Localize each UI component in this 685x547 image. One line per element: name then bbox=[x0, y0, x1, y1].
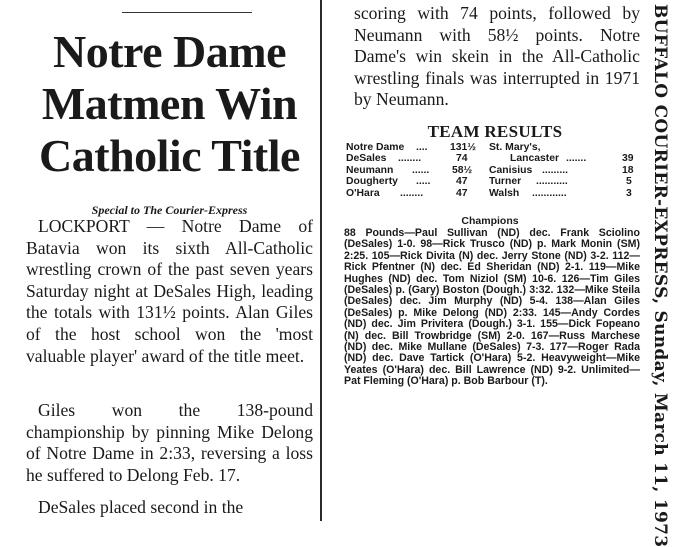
column-divider bbox=[320, 0, 322, 521]
headline-line-3: Catholic Title bbox=[39, 130, 300, 181]
source-citation: BUFFALO COURIER-EXPRESS, Sunday, March 11, 1973 bbox=[650, 4, 670, 547]
leader-dots: ........ bbox=[400, 187, 424, 199]
team-name: Walsh bbox=[489, 187, 520, 199]
team-name: Canisius bbox=[489, 164, 533, 176]
team-score: 3 bbox=[626, 187, 632, 199]
paragraph-3: DeSales placed second in the bbox=[38, 497, 244, 517]
paragraph-1: LOCKPORT — Notre Dame of Batavia won its sixth All-Catholic wrestling crown of the past seven years Saturday night at DeSales High, leading the totals with 131½ points. Alan Giles of the host school won the 'most valuable player' award of the title meet. bbox=[26, 216, 313, 366]
team-score: 47 bbox=[456, 176, 468, 188]
leader-dots: .... bbox=[416, 142, 428, 153]
team-name: Notre Dame bbox=[346, 142, 405, 153]
article-column-right bbox=[340, 0, 640, 521]
leader-dots: ............ bbox=[532, 187, 567, 199]
headline-line-1: Notre Dame bbox=[53, 26, 286, 77]
paragraph-2: Giles won the 138-pound championship by pinning Mike Delong of Notre Dame in 2:33, reversing a loss he suffered to Delong Feb. 17. bbox=[26, 400, 313, 485]
team-score: 131½ bbox=[450, 142, 477, 153]
team-score: 5 bbox=[626, 176, 632, 188]
team-name: St. Mary's, bbox=[489, 142, 541, 153]
team-results-row bbox=[346, 176, 636, 187]
team-name: Lancaster bbox=[510, 153, 560, 165]
leader-dots: ........ bbox=[398, 153, 422, 165]
champions-list: 88 Pounds—Paul Sullivan (ND) dec. Frank Sciolino (DeSales) 1-0. 98—Rick Trusco (ND) p. Mark Monin (SM) 2:25. 105—Rick Divita (N) dec. Jerry Stone (ND) 3-2. 112—Rick Pfentner (N) dec. Ed Sheridan (ND) 2-1. 119—Mike Hughes (ND) dec. Tom Niziol (SM) 10-6. 126—Tim Giles (DeSales) p. (Gary) Boston (Dough.) 3:32. 132—Mike Steila (DeSales) dec. Jim Murphy (ND) 5-4. 138—Alan Giles (DeSales) p. Mike Delong (ND) 2:33. 145—Andy Cordes (ND) dec. Jim Privitera (Dough.) 3-1. 155—Dick Fopeano (N) dec. Bill Trowbridge (SM) 2-0. 167—Russ Marchese (ND) dec. Mike Mullane (DeSales) 7-3. 177—Roger Rada (ND) dec. Dave Tartick (O'Hara) 5-2. Heavyweight—Mike Yeates (O'Hara) dec. Bill Lawrence (ND) 9-2. Unlimited—Pat Fleming (O'Hara) p. Bob Barbour (T). bbox=[344, 227, 640, 388]
article-column-left bbox=[26, 0, 313, 521]
champions-title: Champions bbox=[461, 215, 519, 227]
team-name: Dougherty bbox=[346, 176, 398, 188]
leader-dots: ......... bbox=[542, 164, 568, 176]
top-rule bbox=[122, 12, 252, 13]
team-results-row bbox=[346, 153, 636, 164]
headline-line-2: Matmen Win bbox=[41, 78, 298, 129]
team-name: O'Hara bbox=[346, 187, 380, 199]
leader-dots: ..... bbox=[416, 176, 431, 188]
team-results-table bbox=[346, 142, 636, 199]
team-name: Neumann bbox=[346, 164, 394, 176]
team-results-row bbox=[346, 142, 636, 153]
leader-dots: ........... bbox=[536, 176, 568, 188]
team-name: DeSales bbox=[346, 153, 387, 165]
leader-dots: ...... bbox=[412, 164, 430, 176]
headline bbox=[26, 26, 313, 182]
leader-dots: ....... bbox=[566, 153, 587, 165]
team-results-row bbox=[346, 165, 636, 176]
team-name: Turner bbox=[489, 176, 522, 188]
team-score: 18 bbox=[622, 164, 634, 176]
team-score: 47 bbox=[456, 187, 468, 199]
source-sidebar bbox=[646, 0, 685, 547]
team-score: 39 bbox=[622, 153, 634, 165]
byline: Special to The Courier-Express bbox=[91, 203, 248, 217]
team-results-title: TEAM RESULTS bbox=[427, 122, 563, 141]
team-score: 58½ bbox=[452, 164, 473, 176]
paragraph-4: scoring with 74 points, followed by Neumann with 58½ points. Notre Dame's win skein in the All-Catholic wrestling finals was interrupted in 1971 by Neumann. bbox=[354, 3, 640, 110]
team-score: 74 bbox=[456, 153, 468, 165]
team-results-row bbox=[346, 188, 636, 199]
